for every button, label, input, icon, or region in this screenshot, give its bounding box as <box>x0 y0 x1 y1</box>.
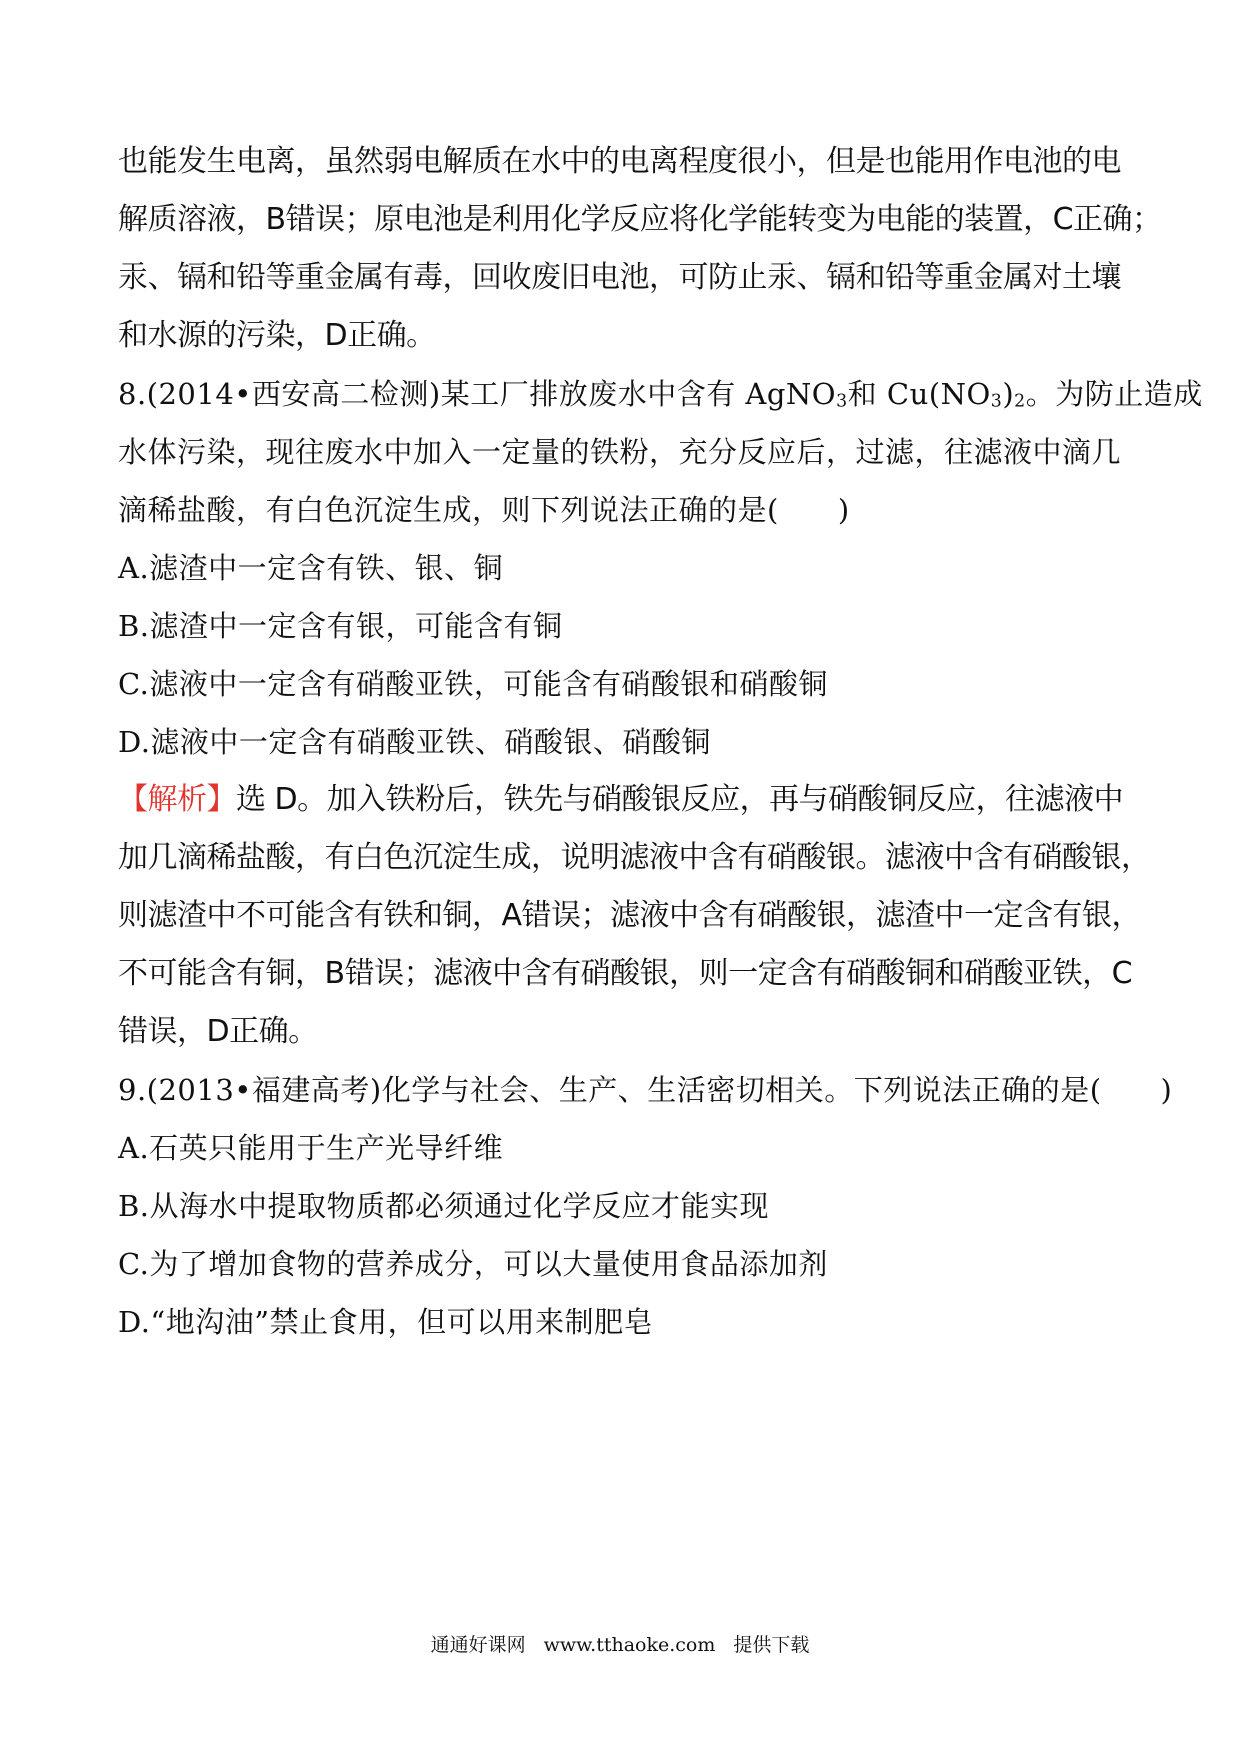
page-footer <box>0 1630 1240 1657</box>
analysis-tag: 【解析】 <box>118 782 236 817</box>
q8-analysis-line-5: 错误，D正确。 <box>118 1014 318 1049</box>
q8-option-d: D.滤液中一定含有硝酸亚铁、硝酸银、硝酸铜 <box>118 725 711 759</box>
q8-analysis-line-4: 不可能含有铜，B错误；滤液中含有硝酸银，则一定含有硝酸铜和硝酸亚铁，C <box>118 956 1133 991</box>
q8-option-b: B.滤渣中一定含有银，可能含有铜 <box>118 609 563 643</box>
q9-option-d: D.“地沟油”禁止食用，但可以用来制肥皂 <box>118 1305 654 1339</box>
q9-option-a: A.石英只能用于生产光导纤维 <box>118 1131 504 1165</box>
q8-option-a: A.滤渣中一定含有铁、银、铜 <box>118 551 504 585</box>
q8-stem-line-1: 8.(2014•西安高二检测)某工厂排放废水中含有 AgNO$_3$和 $Cu(NO_3)_2$。为防止造成 <box>118 377 1203 412</box>
q8-stem-line-3: 滴稀盐酸，有白色沉淀生成，则下列说法正确的是( ) <box>118 493 850 527</box>
q9-option-c: C.为了增加食物的营养成分，可以大量使用食品添加剂 <box>118 1247 828 1281</box>
prev-analysis-line-1: 也能发生电离，虽然弱电解质在水中的电离程度很小，但是也能用作电池的电 <box>118 144 1121 179</box>
q8-stem-line-2: 水体污染，现往废水中加入一定量的铁粉，充分反应后，过滤，往滤液中滴几 <box>118 435 1122 469</box>
q8-analysis-line-2: 加几滴稀盐酸，有白色沉淀生成，说明滤液中含有硝酸银。滤液中含有硝酸银， <box>118 840 1151 875</box>
q9-stem: 9.(2013•福建高考)化学与社会、生产、生活密切相关。下列说法正确的是( ) <box>118 1073 1173 1107</box>
footer-url[interactable]: www.tthaoke.com <box>543 1634 716 1656</box>
footer-site-name: 通通好课网 <box>430 1634 526 1656</box>
prev-analysis-line-2: 解质溶液，B错误；原电池是利用化学反应将化学能转变为电能的装置，C正确； <box>118 202 1162 237</box>
prev-analysis-line-3: 汞、镉和铅等重金属有毒，回收废旧电池，可防止汞、镉和铅等重金属对土壤 <box>118 260 1121 295</box>
q8-analysis-line-1: 【解析】选 D。加入铁粉后，铁先与硝酸银反应，再与硝酸铜反应，往滤液中 <box>118 782 1124 817</box>
q9-option-b: B.从海水中提取物质都必须通过化学反应才能实现 <box>118 1189 770 1223</box>
footer-note: 提供下载 <box>733 1634 810 1656</box>
q8-analysis-line-3: 则滤渣中不可能含有铁和铜，A错误；滤液中含有硝酸银，滤渣中一定含有银， <box>118 898 1142 933</box>
q8-option-c: C.滤液中一定含有硝酸亚铁，可能含有硝酸银和硝酸铜 <box>118 667 828 701</box>
prev-analysis-line-4: 和水源的污染，D正确。 <box>118 318 436 353</box>
